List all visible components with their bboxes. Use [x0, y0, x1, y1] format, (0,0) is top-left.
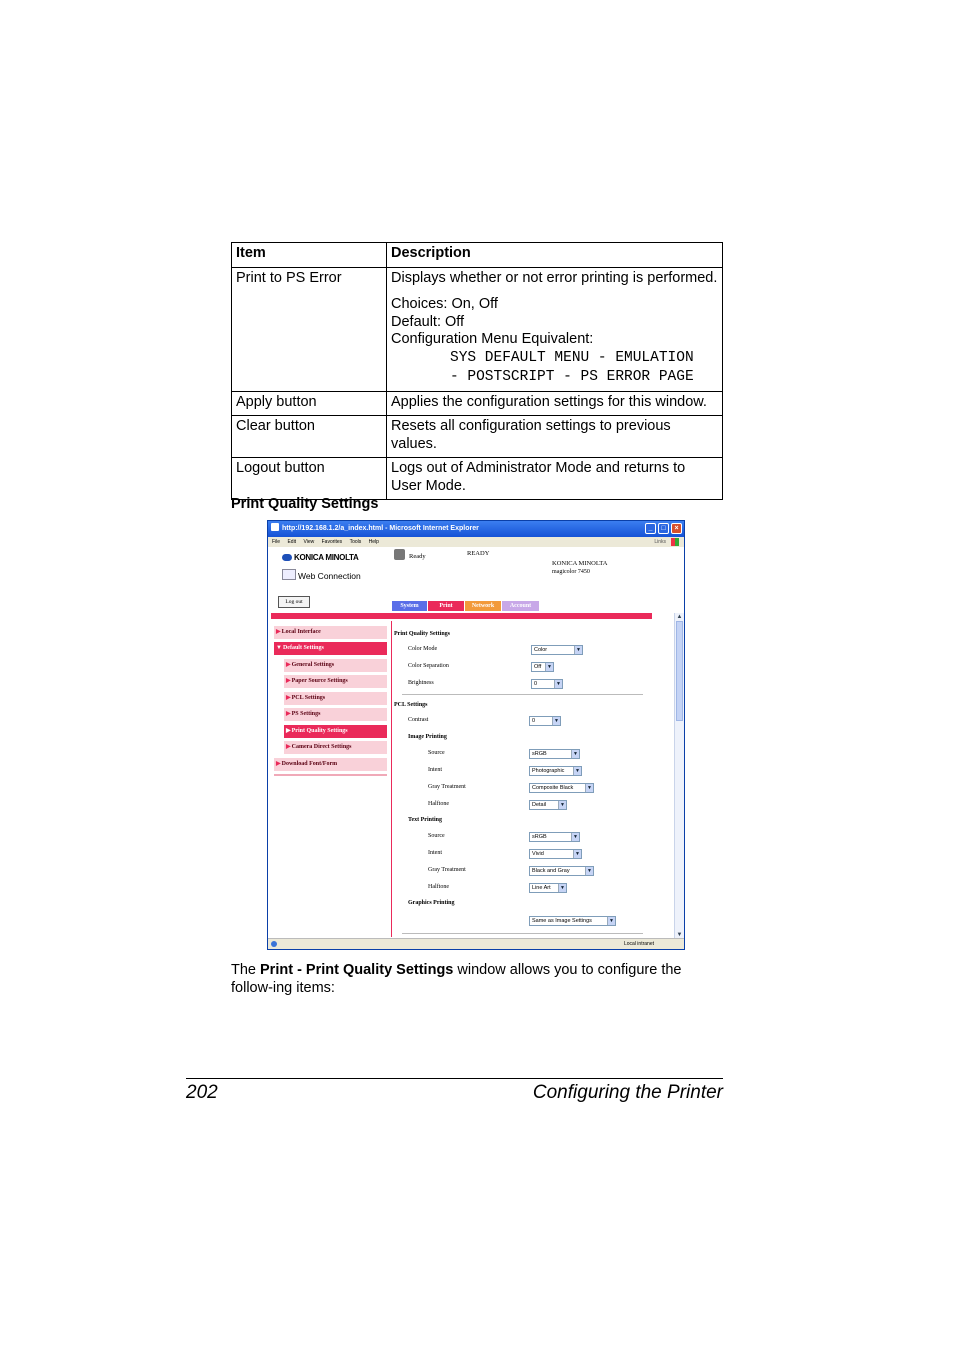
color-mode-select[interactable]: Color ▼: [531, 645, 583, 655]
sidebar-item-general-settings[interactable]: ▶General Settings: [284, 659, 387, 672]
image-source-label: Source: [428, 750, 445, 756]
chevron-down-icon: ▼: [571, 750, 579, 758]
image-source-select[interactable]: sRGB ▼: [529, 749, 580, 759]
form-title: Print Quality Settings: [394, 631, 451, 637]
model-name: magicolor 7450: [552, 569, 590, 575]
table-row: [232, 267, 723, 391]
scroll-up-icon[interactable]: ▲: [676, 614, 683, 620]
cell-description: Applies the configuration settings for this window.: [387, 391, 723, 416]
security-zone: Local intranet: [623, 941, 654, 947]
menu-edit[interactable]: Edit: [287, 539, 297, 545]
menu-favorites[interactable]: Favorites: [321, 539, 343, 545]
tab-network[interactable]: Network: [465, 601, 501, 611]
header-divider: [271, 613, 652, 619]
window-title-bar: [268, 521, 684, 537]
logout-button[interactable]: Log out: [278, 596, 310, 608]
chevron-down-icon: ▼: [571, 833, 579, 841]
chevron-down-icon: ▼: [573, 767, 581, 775]
sidebar-item-print-quality-settings[interactable]: ▶Print Quality Settings: [284, 725, 387, 738]
menu-path-line-1: SYS DEFAULT MENU - EMULATION: [450, 349, 694, 366]
sidebar-item-paper-source-settings[interactable]: ▶Paper Source Settings: [284, 675, 387, 688]
status-ready-panel: READY: [467, 550, 490, 557]
scrollbar-thumb[interactable]: [676, 621, 683, 721]
choices-line: Choices: On, Off: [391, 296, 498, 312]
text-source-label: Source: [428, 833, 445, 839]
menu-label-line: Configuration Menu Equivalent:: [391, 331, 594, 347]
status-ready: Ready: [409, 553, 426, 560]
pcl-settings-title: PCL Settings: [394, 702, 428, 708]
chevron-down-icon: ▼: [545, 663, 553, 671]
tab-print[interactable]: Print: [428, 601, 464, 611]
body-paragraph: The Print - Print Quality Settings window allows you to configure the follow-ing items:: [231, 962, 682, 996]
image-gray-treatment-select[interactable]: Composite Black ▼: [529, 783, 594, 793]
text-intent-select[interactable]: Vivid ▼: [529, 849, 582, 859]
body-bold-phrase: Print - Print Quality Settings: [260, 962, 454, 978]
text-gray-treatment-label: Gray Treatment: [428, 867, 466, 873]
cell-item: Logout button: [232, 458, 387, 500]
close-icon[interactable]: ×: [671, 523, 682, 534]
links-label[interactable]: Links: [654, 539, 666, 545]
image-halftone-label: Halftone: [428, 801, 449, 807]
column-header-description: Description: [387, 243, 723, 268]
chevron-down-icon: ▼: [558, 884, 566, 892]
chevron-down-icon: ▼: [558, 801, 566, 809]
section-divider: [402, 933, 643, 934]
chevron-down-icon: ▼: [585, 784, 593, 792]
maximize-icon[interactable]: □: [658, 523, 669, 534]
color-separation-select[interactable]: Off ▼: [531, 662, 554, 672]
chevron-down-icon: ▼: [552, 717, 560, 725]
table-row: [232, 458, 723, 500]
cell-description: Resets all configuration settings to previous values.: [387, 416, 723, 458]
sidebar-divider: [274, 774, 387, 776]
cell-description: [387, 267, 723, 391]
sidebar-item-local-interface[interactable]: ▶Local Interface: [274, 626, 387, 639]
menu-help[interactable]: Help: [368, 539, 379, 545]
tab-system[interactable]: System: [392, 601, 427, 611]
image-halftone-select[interactable]: Detail ▼: [529, 800, 567, 810]
contrast-select[interactable]: 0 ▼: [529, 716, 561, 726]
text-intent-label: Intent: [428, 850, 442, 856]
text-gray-treatment-select[interactable]: Black and Gray ▼: [529, 866, 594, 876]
default-line: Default: Off: [391, 313, 465, 330]
scroll-down-icon[interactable]: ▼: [676, 932, 683, 938]
menu-file[interactable]: File: [272, 539, 281, 545]
graphics-printing-select[interactable]: Same as Image Settings ▼: [529, 916, 616, 926]
brightness-label: Brightness: [408, 680, 434, 686]
text-halftone-select[interactable]: Line Art ▼: [529, 883, 567, 893]
description-line: Displays whether or not error printing is performed.: [391, 269, 718, 286]
model-brand: KONICA MINOLTA: [552, 560, 608, 567]
page-status-icon: [271, 941, 277, 947]
chevron-down-icon: ▼: [585, 867, 593, 875]
cell-item: Clear button: [232, 416, 387, 458]
cell-item: Apply button: [232, 391, 387, 416]
vertical-scrollbar[interactable]: [674, 613, 684, 939]
globe-icon: [282, 554, 292, 561]
section-title: Print Quality Settings: [231, 496, 379, 512]
footer-rule: [186, 1078, 723, 1079]
color-separation-label: Color Separation: [408, 663, 449, 669]
menu-tools[interactable]: Tools: [349, 539, 362, 545]
menu-view[interactable]: View: [303, 539, 315, 545]
chapter-title: Configuring the Printer: [532, 1082, 723, 1103]
text-source-select[interactable]: sRGB ▼: [529, 832, 580, 842]
window-title: http://192.168.1.2/a_index.html - Microsoft Internet Explorer: [282, 525, 479, 532]
image-gray-treatment-label: Gray Treatment: [428, 784, 466, 790]
column-header-item: Item: [232, 243, 387, 268]
browser-window-screenshot: [267, 520, 685, 950]
menu-path-line-2: - POSTSCRIPT - PS ERROR PAGE: [450, 368, 694, 385]
brightness-select[interactable]: 0 ▼: [531, 679, 563, 689]
chevron-down-icon: ▼: [607, 917, 615, 925]
graphics-printing-title: Graphics Printing: [408, 900, 455, 906]
description-table: [231, 242, 723, 500]
image-printing-title: Image Printing: [408, 734, 447, 740]
table-row: [232, 391, 723, 416]
sidebar-item-download-font-form[interactable]: ▶Download Font/Form: [274, 758, 387, 771]
chevron-down-icon: ▼: [573, 850, 581, 858]
printer-status-icon: [394, 549, 405, 560]
sidebar-item-camera-direct-settings[interactable]: ▶Camera Direct Settings: [284, 741, 387, 754]
sidebar-item-ps-settings[interactable]: ▶PS Settings: [284, 708, 387, 721]
table-row: [232, 416, 723, 458]
chevron-down-icon: ▼: [554, 680, 562, 688]
image-intent-select[interactable]: Photographic ▼: [529, 766, 582, 776]
sidebar-item-pcl-settings[interactable]: ▶PCL Settings: [284, 692, 387, 705]
table-header-row: [232, 243, 723, 268]
image-intent-label: Intent: [428, 767, 442, 773]
text-printing-title: Text Printing: [408, 817, 442, 823]
page-content: [268, 547, 676, 939]
chevron-down-icon: ▼: [574, 646, 582, 654]
page-number: 202: [186, 1082, 218, 1103]
brand-logo: KONICA MINOLTA: [282, 553, 359, 562]
pagescope-icon: [282, 569, 296, 580]
contrast-label: Contrast: [408, 717, 429, 723]
section-divider: [402, 694, 643, 695]
content-divider: [391, 621, 392, 937]
menu-bar: [268, 537, 684, 547]
windows-logo-icon: [671, 538, 679, 546]
status-bar: [268, 938, 684, 949]
sidebar-item-default-settings[interactable]: ▼Default Settings: [274, 642, 387, 655]
web-connection-logo: Web Connection: [282, 569, 361, 581]
text-halftone-label: Halftone: [428, 884, 449, 890]
cell-item: Print to PS Error: [232, 267, 387, 391]
ie-icon: [271, 523, 279, 531]
color-mode-label: Color Mode: [408, 646, 438, 652]
tab-account[interactable]: Account: [502, 601, 539, 611]
minimize-icon[interactable]: _: [645, 523, 656, 534]
cell-description: Logs out of Administrator Mode and returns to User Mode.: [387, 458, 723, 500]
